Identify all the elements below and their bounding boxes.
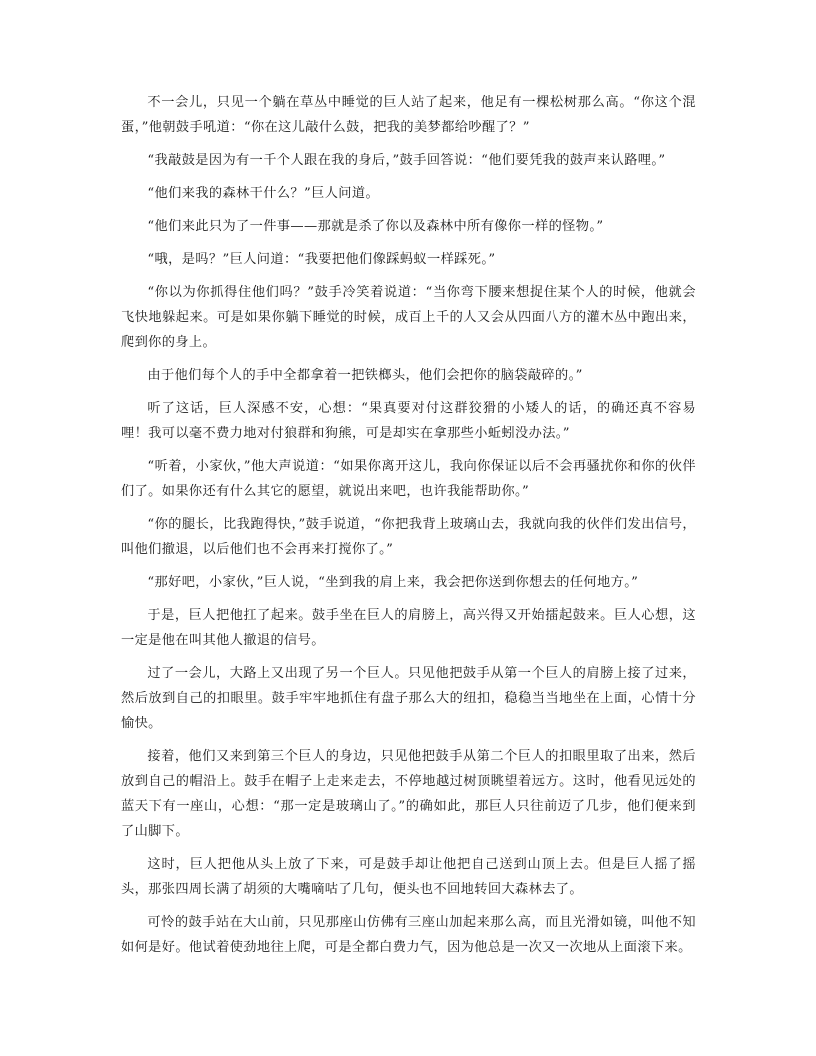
paragraph: 这时，巨人把他从头上放了下来，可是鼓手却让他把自己送到山顶上去。但是巨人摇了摇头，那张四周长满了胡须的大嘴嘀咕了几句，便头也不回地转回大森林去了。 <box>121 857 696 897</box>
paragraph: 于是，巨人把他扛了起来。鼓手坐在巨人的肩膀上，高兴得又开始擂起鼓来。巨人心想，这一定是他在叫其他人撤退的信号。 <box>121 608 696 648</box>
paragraph: “听着，小家伙，”他大声说道：“如果你离开这儿，我向你保证以后不会再骚扰你和你的伙伴们了。如果你还有什么其它的愿望，就说出来吧，也许我能帮助你。” <box>121 459 696 499</box>
paragraph: “我敲鼓是因为有一千个人跟在我的身后，”鼓手回答说：“他们要凭我的鼓声来认路哩。” <box>147 153 666 168</box>
paragraph: 由于他们每个人的手中全都拿着一把铁榔头，他们会把你的脑袋敲碎的。” <box>147 368 583 383</box>
paragraph: 过了一会儿，大路上又出现了另一个巨人。只见他把鼓手从第一个巨人的肩膀上接了过来，然后放到自己的扣眼里。鼓手牢牢地抓住有盘子那么大的纽扣，稳稳当当地坐在上面，心情十分愉快。 <box>121 666 696 731</box>
paragraph: 接着，他们又来到第三个巨人的身边，只见他把鼓手从第二个巨人的扣眼里取了出来，然后放到自己的帽沿上。鼓手在帽子上走来走去，不停地越过树顶眺望着远方。这时，他看见远处的蓝天下有一座山，心想：“那一定是玻璃山了。”的确如此，那巨人只往前迈了几步，他们便来到了山脚下。 <box>121 749 696 839</box>
paragraph: 可怜的鼓手站在大山前，只见那座山仿佛有三座山加起来那么高，而且光滑如镜，叫他不知如何是好。他试着使劲地往上爬，可是全都白费力气，因为他总是一次又一次地从上面滚下来。 <box>121 915 696 955</box>
paragraph: 不一会儿，只见一个躺在草丛中睡觉的巨人站了起来，他足有一棵松树那么高。“你这个混蛋，”他朝鼓手吼道：“你在这儿敲什么鼓，把我的美梦都给吵醒了？” <box>121 95 696 135</box>
paragraph: “你的腿长，比我跑得快，”鼓手说道，“你把我背上玻璃山去，我就向我的伙伴们发出信号，叫他们撤退，以后他们也不会再来打搅你了。” <box>121 517 696 557</box>
story-text <box>121 90 696 968</box>
paragraph: “你以为你抓得住他们吗？”鼓手冷笑着说道：“当你弯下腰来想捉住某个人的时候，他就会飞快地躲起来。可是如果你躺下睡觉的时候，成百上千的人又会从四面八方的灌木丛中跑出来，爬到你的身上。 <box>121 285 696 350</box>
paragraph: “他们来我的森林干什么？”巨人问道。 <box>147 186 380 201</box>
paragraph: “哦，是吗？”巨人问道：“我要把他们像踩蚂蚁一样踩死。” <box>147 252 496 267</box>
paragraph: “他们来此只为了一件事——那就是杀了你以及森林中所有像你一样的怪物。” <box>147 219 604 234</box>
paragraph: “那好吧，小家伙，”巨人说，“坐到我的肩上来，我会把你送到你想去的任何地方。” <box>147 575 639 590</box>
paragraph: 听了这话，巨人深感不安，心想：“果真要对付这群狡猾的小矮人的话，的确还真不容易哩！我可以毫不费力地对付狼群和狗熊，可是却实在拿那些小蚯蚓没办法。” <box>121 401 696 441</box>
